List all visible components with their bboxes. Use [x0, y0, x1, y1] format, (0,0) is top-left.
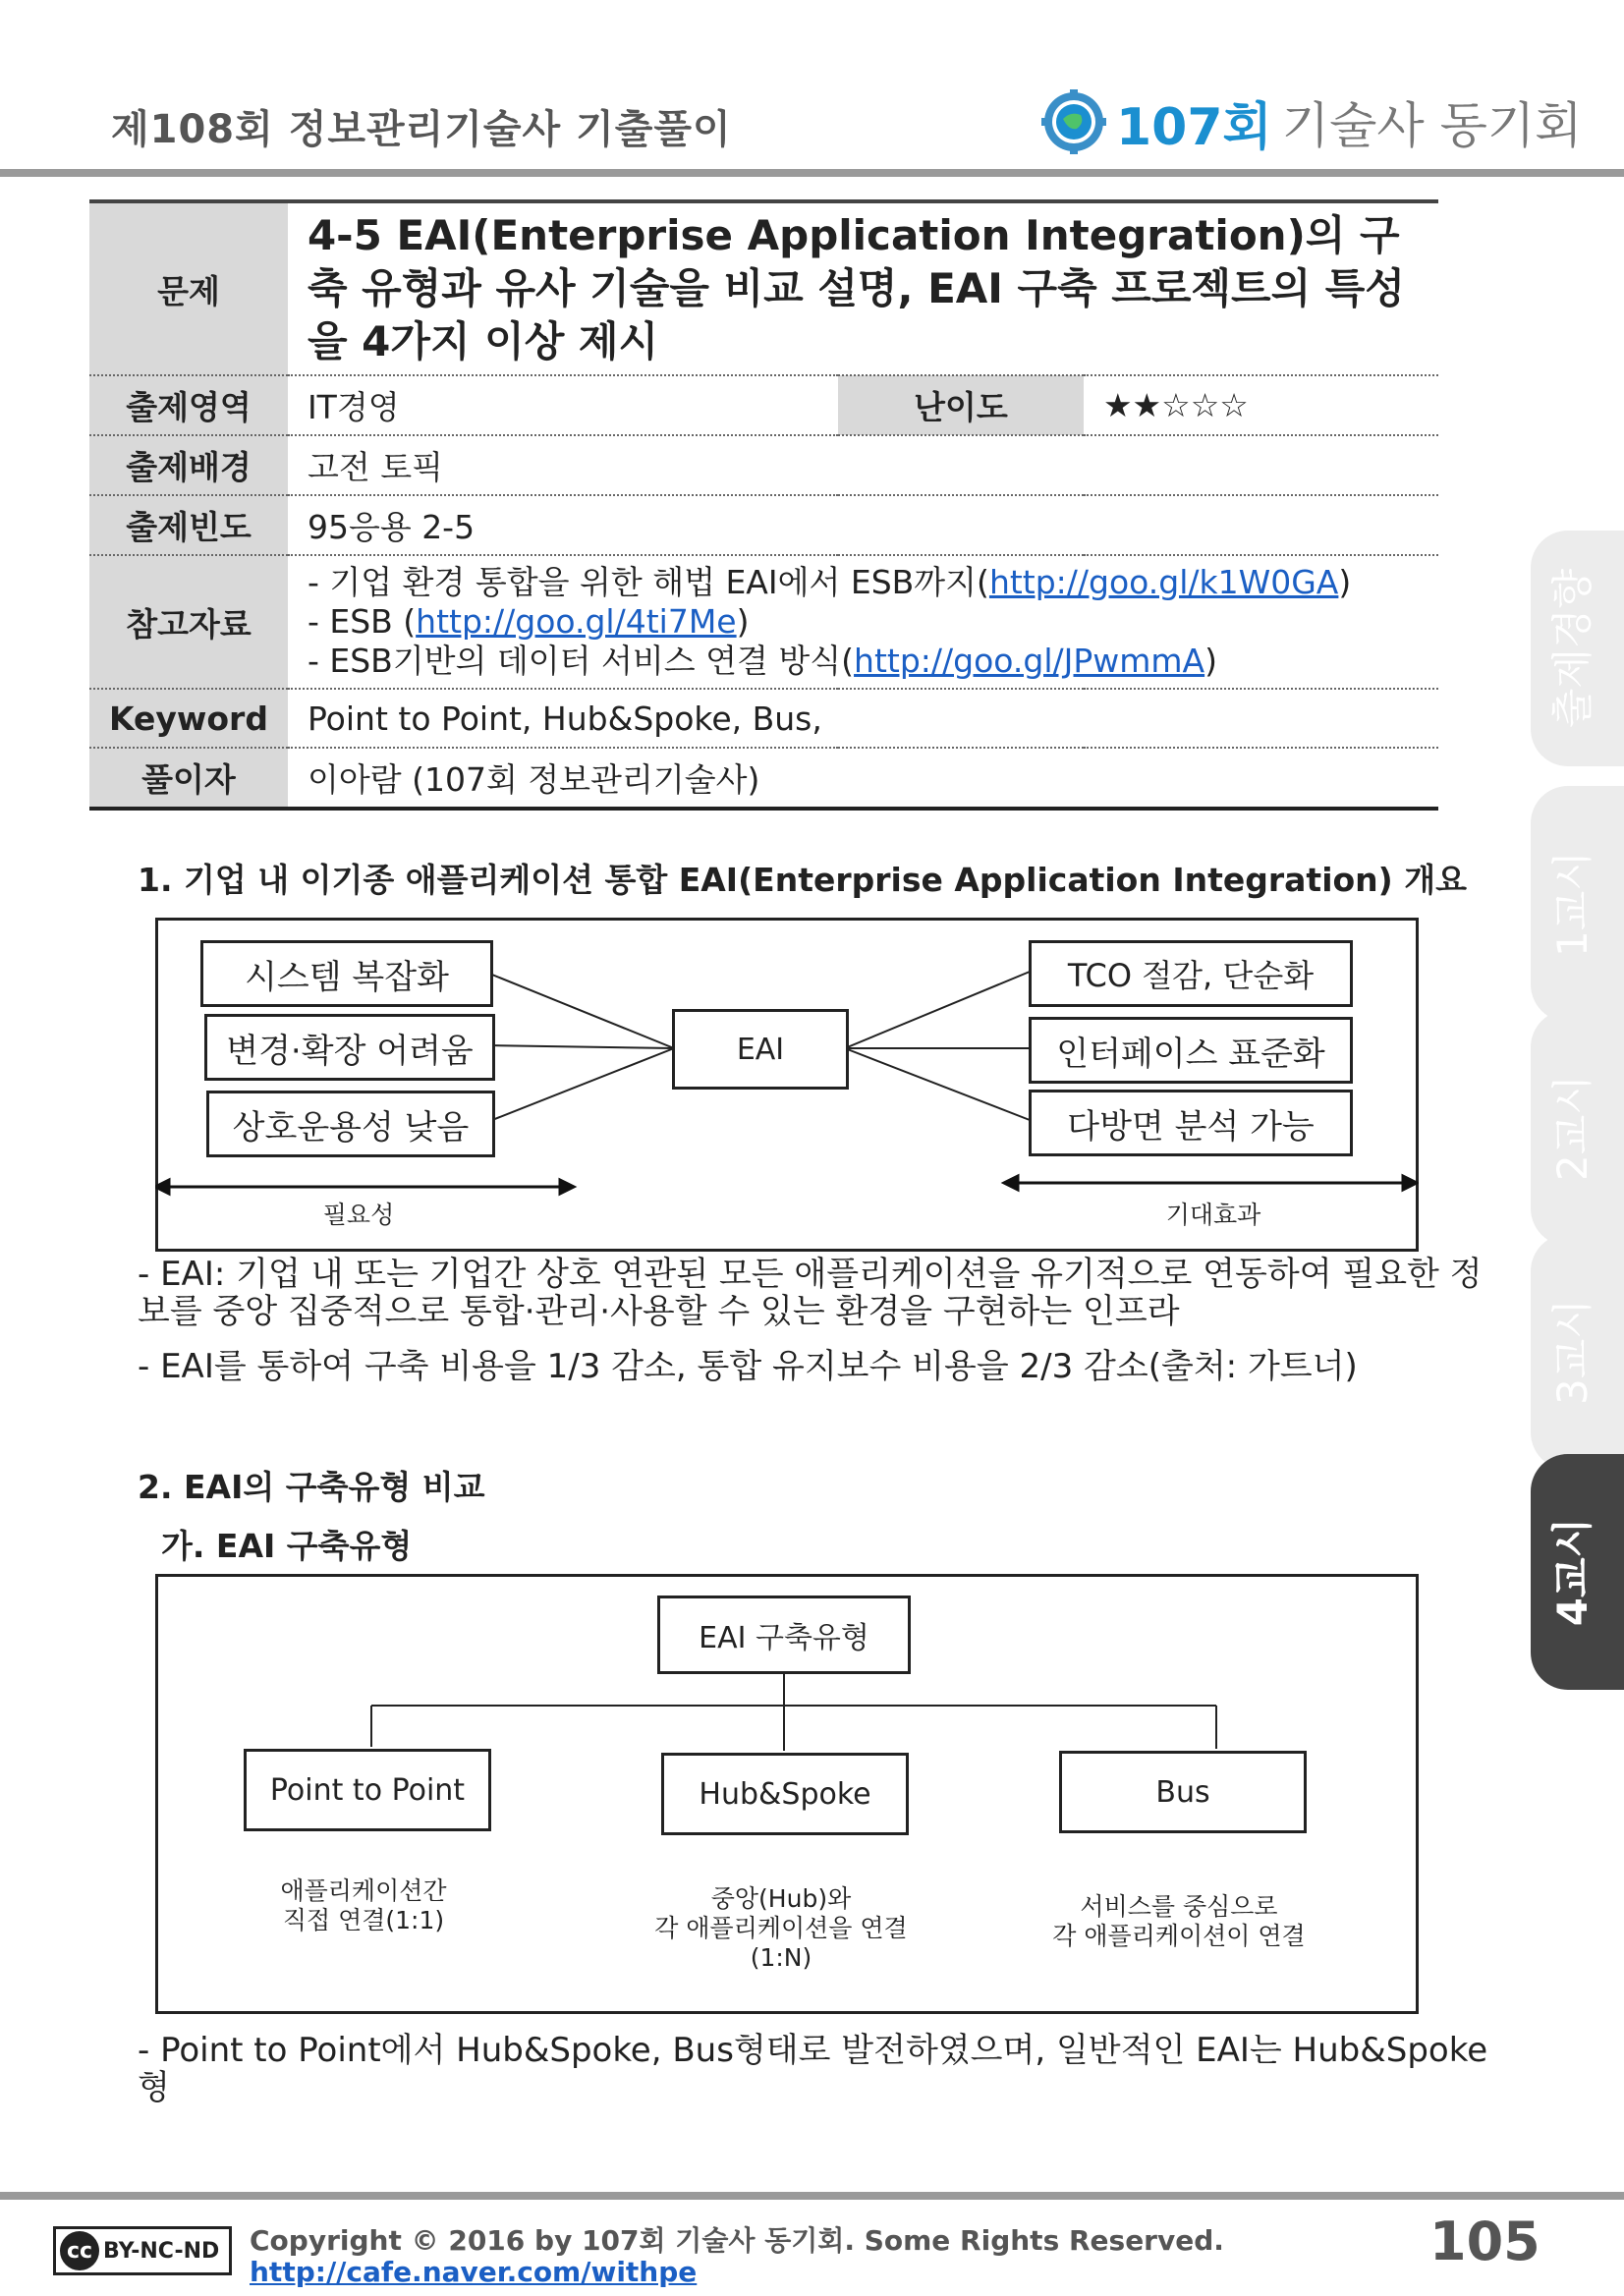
side-tab-period2[interactable]: 2교시: [1531, 1010, 1624, 1246]
need-box: 시스템 복잡화: [200, 940, 493, 1007]
header-divider: [0, 169, 1624, 177]
type-desc: 서비스를 중심으로 각 애플리케이션이 연결: [1052, 1892, 1306, 1950]
frequency-value: 95응용 2-5: [307, 508, 476, 546]
background-label: 출제배경: [89, 435, 288, 495]
ref-item: - 기업 환경 통합을 위한 해법 EAI에서 ESB까지(http://goo.gl/k1W0GA): [307, 563, 1352, 601]
author-label: 풀이자: [89, 748, 288, 809]
effect-box: 인터페이스 표준화: [1029, 1017, 1353, 1084]
header-title: 제108회 정보관리기술사 기출풀이: [111, 107, 732, 152]
eai-cost-note: - EAI를 통하여 구축 비용을 1/3 감소, 통합 유지보수 비용을 2/3 감소(출처: 가트너): [138, 1347, 1358, 1386]
keyword-label: Keyword: [89, 689, 288, 748]
eai-center-box: EAI: [672, 1009, 849, 1090]
question-info-table: [89, 199, 1438, 811]
question-label: 문제: [89, 201, 288, 375]
ref-link[interactable]: http://goo.gl/4ti7Me: [416, 602, 737, 641]
logo-text: 기술사 동기회: [1281, 97, 1583, 154]
type-point-to-point: Point to Point: [244, 1749, 491, 1831]
ref-link[interactable]: http://goo.gl/JPwmmA: [854, 642, 1205, 680]
logo-number: 107회: [1116, 97, 1272, 157]
effect-box: TCO 절감, 단순화: [1029, 940, 1353, 1007]
area-label: 출제영역: [89, 375, 288, 435]
type-hub-spoke: Hub&Spoke: [661, 1753, 909, 1835]
side-tab-period3[interactable]: 3교시: [1531, 1234, 1624, 1470]
evolution-note: - Point to Point에서 Hub&Spoke, Bus형태로 발전하였으며, 일반적인 EAI는 Hub&Spoke형: [138, 2031, 1488, 2107]
refs-label: 참고자료: [89, 555, 288, 689]
side-tab-trend[interactable]: 출제경향: [1531, 531, 1624, 766]
gear-globe-icon: [1041, 89, 1106, 154]
need-box: 변경·확장 어려움: [204, 1014, 495, 1081]
area-value: IT경영: [307, 388, 400, 426]
section2-heading: 2. EAI의 구축유형 비교: [138, 1468, 485, 1506]
cc-icon: cc: [60, 2231, 99, 2270]
page-number: 105: [1429, 2211, 1540, 2272]
need-box: 상호운용성 낮음: [206, 1091, 495, 1157]
question-text: 4-5 EAI(Enterprise Application Integration)의 구축 유형과 유사 기술을 비교 설명, EAI 구축 프로젝트의 특성을 4가지 이상 제시: [307, 211, 1405, 365]
difficulty-stars: ★★☆☆☆: [1102, 386, 1249, 424]
ref-item: - ESB기반의 데이터 서비스 연결 방식(http://goo.gl/JPwmmA): [307, 642, 1217, 680]
section1-heading: 1. 기업 내 이기종 애플리케이션 통합 EAI(Enterprise Application Integration) 개요: [138, 861, 1467, 899]
need-caption: 필요성: [322, 1201, 395, 1229]
keyword-value: Point to Point, Hub&Spoke, Bus,: [307, 699, 822, 738]
difficulty-label: 난이도: [838, 375, 1084, 435]
side-tab-period4[interactable]: 4교시: [1531, 1454, 1624, 1690]
effect-box: 다방면 분석 가능: [1029, 1090, 1353, 1156]
type-desc: 애플리케이션간 직접 연결(1:1): [280, 1876, 447, 1934]
ref-link[interactable]: http://goo.gl/k1W0GA: [988, 563, 1339, 601]
eai-definition: - EAI: 기업 내 또는 기업간 상호 연관된 모든 애플리케이션을 유기적으로 연동하여 필요한 정보를 중앙 집중적으로 통합·관리·사용할 수 있는 환경을 구현하는 인프라: [138, 1255, 1483, 1331]
cafe-link[interactable]: http://cafe.naver.com/withpe: [250, 2256, 698, 2288]
logo: [1041, 83, 1582, 161]
refs-list: [288, 555, 1438, 689]
author-value: 이아람 (107회 정보관리기술사): [307, 760, 760, 799]
section2-subheading: 가. EAI 구축유형: [161, 1527, 413, 1565]
cc-license-badge: cc BY-NC-ND: [53, 2226, 232, 2275]
background-value: 고전 토픽: [307, 448, 443, 486]
side-tab-period1[interactable]: 1교시: [1531, 786, 1624, 1022]
type-bus: Bus: [1059, 1751, 1307, 1833]
type-desc: 중앙(Hub)와 각 애플리케이션을 연결 (1:N): [654, 1884, 908, 1972]
ref-item: - ESB (http://goo.gl/4ti7Me): [307, 602, 750, 641]
footer-divider: [0, 2192, 1624, 2200]
copyright: Copyright © 2016 by 107회 기술사 동기회. Some Rights Reserved.: [250, 2224, 1224, 2257]
frequency-label: 출제빈도: [89, 495, 288, 555]
eai-type-root: EAI 구축유형: [657, 1596, 911, 1674]
effect-caption: 기대효과: [1165, 1201, 1261, 1229]
